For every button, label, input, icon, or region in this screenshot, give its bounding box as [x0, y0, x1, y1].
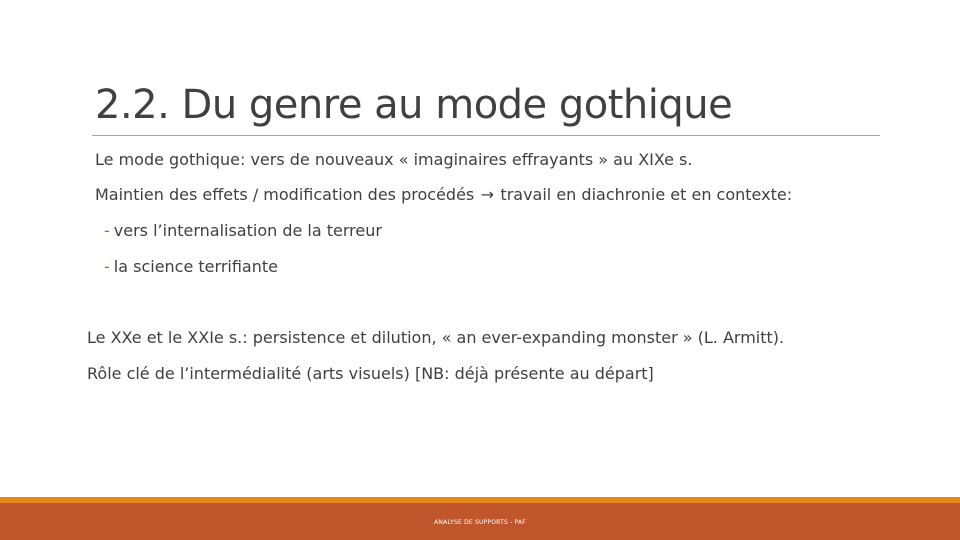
- text-line-6: [87, 364, 654, 383]
- sub-bullet-1: [104, 221, 382, 240]
- dash-bullet-icon: -: [104, 221, 110, 240]
- text-line-1: [95, 150, 692, 169]
- footer-label: ANALYSE DE SUPPORTS - PAF: [434, 519, 526, 526]
- text-line-2-start: Maintien des effets / modification des procédés: [95, 185, 480, 204]
- sub-bullet-2: [104, 257, 278, 276]
- text-line-1-content: Le mode gothique: vers de nouveaux « imaginaires effrayants » au XIXe s.: [95, 150, 693, 169]
- text-line-6-content: Rôle clé de l’intermédialité (arts visuels) [NB: déjà présente au départ]: [87, 364, 654, 383]
- text-line-5: [87, 328, 784, 347]
- slide-title: 2.2. Du genre au mode gothique: [95, 82, 733, 128]
- text-line-2: [95, 185, 792, 204]
- sub-bullet-1-text: vers l’internalisation de la terreur: [113, 221, 382, 240]
- title-divider: [92, 135, 880, 136]
- text-line-2-end: travail en diachronie et en contexte:: [495, 185, 793, 204]
- arrow-right-icon: →: [480, 185, 495, 204]
- sub-bullet-2-text: la science terrifiante: [113, 257, 278, 276]
- dash-bullet-icon: -: [104, 257, 110, 276]
- text-line-5-content: Le XXe et le XXIe s.: persistence et dilution, « an ever-expanding monster » (L. Armitt).: [87, 328, 785, 347]
